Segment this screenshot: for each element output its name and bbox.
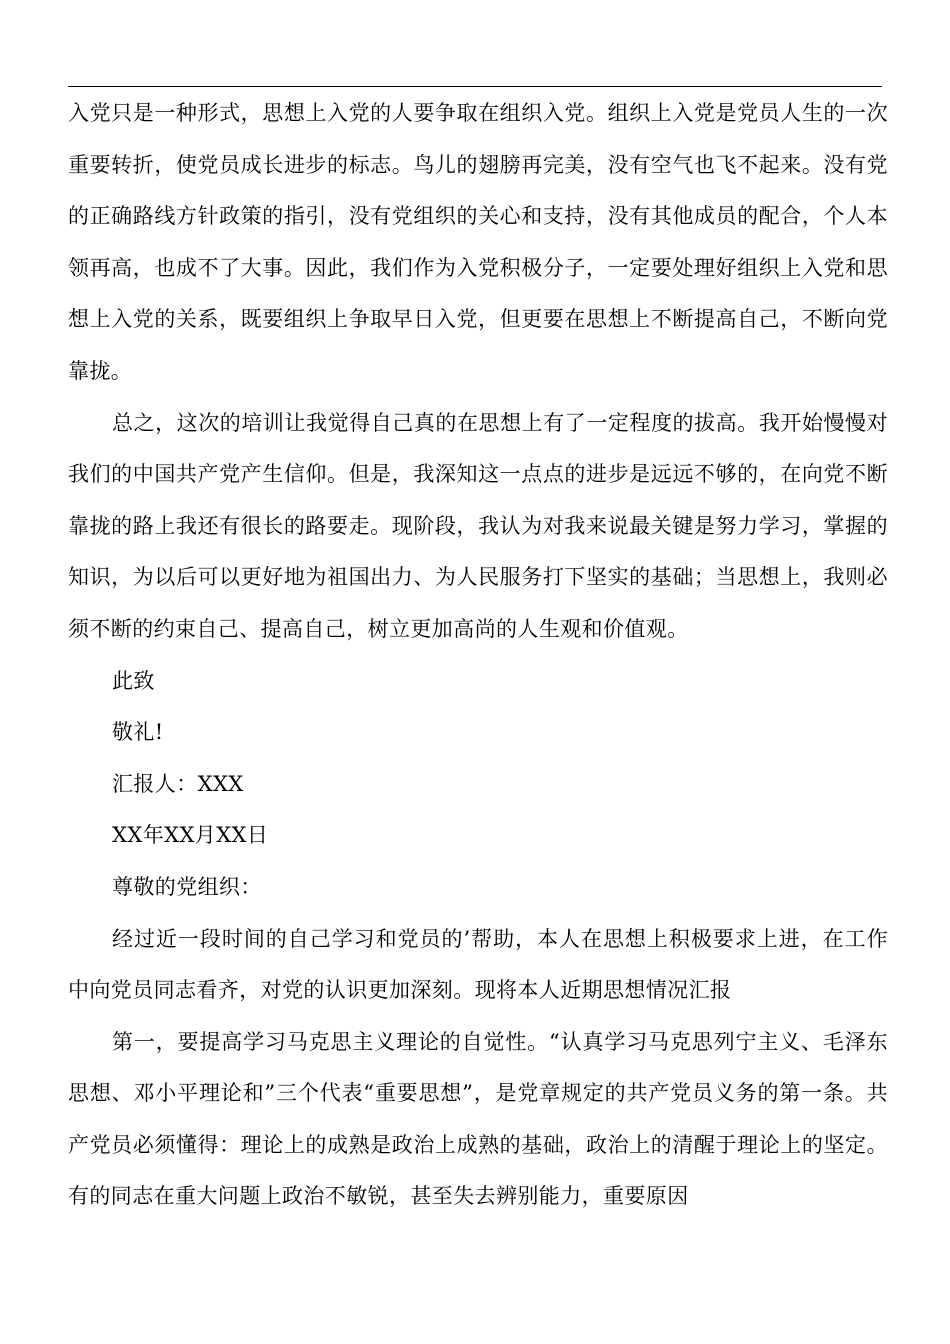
document-body bbox=[68, 88, 888, 1223]
header-rule bbox=[68, 86, 882, 87]
closing-salutation: 此致 bbox=[112, 668, 155, 693]
paragraph-summary: 总之，这次的培训让我觉得自己真的在思想上有了一定程度的拔高。我开始慢慢对我们的中国共产党产生信仰。但是，我深知这一点点的进步是远远不够的，在向党不断靠拢的路上我还有很长的路要走。现阶段，我认为对我来说最关键是努力学习，掌握的知识，为以后可以更好地为祖国出力、为人民服务打下坚实的基础；当思想上，我则必须不断的约束自己、提高自己，树立更加高尚的人生观和价值观。 bbox=[68, 410, 888, 641]
report-date: XX年XX月XX日 bbox=[112, 823, 269, 848]
paragraph-introduction: 经过近一段时间的自己学习和党员的’帮助，本人在思想上积极要求上进，在工作中向党员同志看齐，对党的认识更加深刻。现将本人近期思想情况汇报 bbox=[68, 926, 888, 1003]
paragraph-point-one: 第一，要提高学习马克思主义理论的自觉性。“认真学习马克思列宁主义、毛泽东思想、邓小平理论和”三个代表“重要思想”，是党章规定的共产党员义务的第一条。共产党员必须懂得：理论上的成熟是政治上成熟的基础，政治上的清醒于理论上的坚定。有的同志在重大问题上政治不敏锐，甚至失去辨别能力，重要原因 bbox=[68, 1029, 888, 1209]
paragraph-party-membership: 入党只是一种形式，思想上入党的人要争取在组织入党。组织上入党是党员人生的一次重要转折，使党员成长进步的标志。鸟儿的翅膀再完美，没有空气也飞不起来。没有党的正确路线方针政策的指引，没有党组织的关心和支持，没有其他成员的配合，个人本领再高，也成不了大事。因此，我们作为入党积极分子，一定要处理好组织上入党和思想上入党的关系，既要组织上争取早日入党，但更要在思想上不断提高自己，不断向党靠拢。 bbox=[68, 101, 888, 383]
closing-respect: 敬礼! bbox=[112, 720, 164, 745]
letter-greeting: 尊敬的党组织： bbox=[112, 874, 262, 899]
reporter-signature: 汇报人：XXX bbox=[112, 771, 244, 796]
